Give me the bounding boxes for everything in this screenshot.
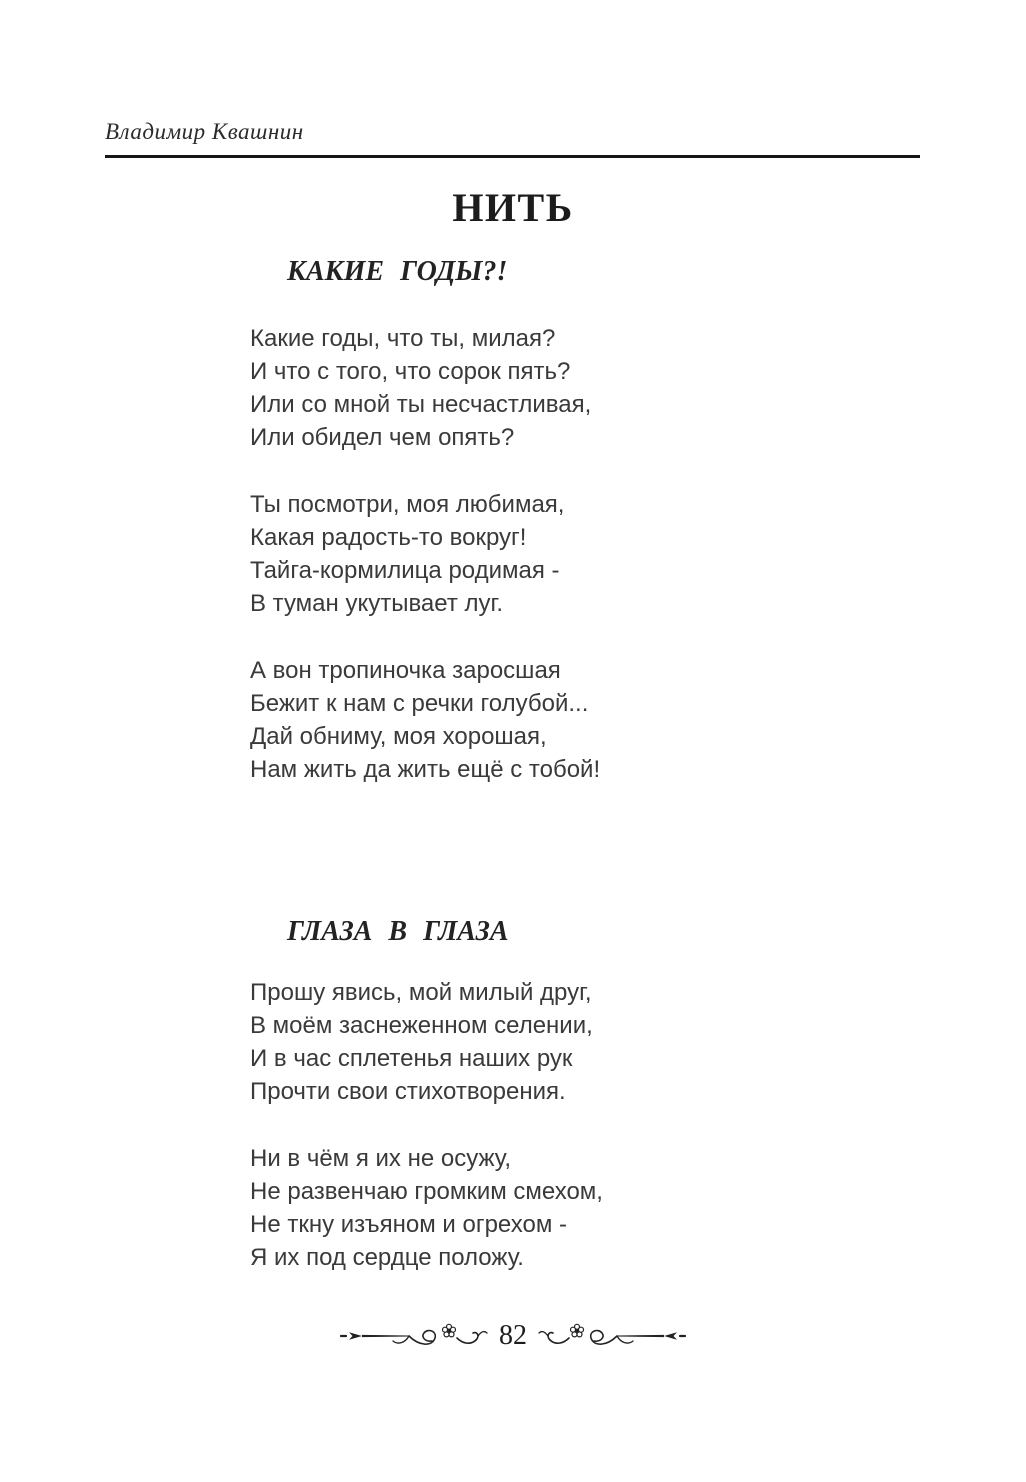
stanza — [250, 654, 600, 786]
poem-title-glaza-v-glaza: ГЛАЗА В ГЛАЗА — [287, 916, 509, 947]
poem-line: Или обидел чем опять? — [250, 424, 515, 451]
poem-line: В моём заснеженном селении, — [250, 1012, 593, 1039]
poem-line: Или со мной ты несчастливая, — [250, 391, 592, 418]
poem-line: Не ткну изъяном и огрехом - — [250, 1211, 567, 1238]
poem-line: Я их под сердце положу. — [250, 1244, 524, 1271]
flourish-ornament-right-icon — [537, 1316, 687, 1356]
poem-line: И в час сплетенья наших рук — [250, 1045, 573, 1072]
stanza — [250, 322, 591, 454]
poem-line: Бежит к нам с речки голубой... — [250, 690, 589, 717]
author-name: Владимир Квашнин — [105, 119, 304, 144]
poem-line: Какие годы, что ты, милая? — [250, 325, 556, 352]
page-number: 82 — [499, 1320, 527, 1351]
poem-line: А вон тропиночка заросшая — [250, 657, 561, 684]
flourish-ornament-left-icon — [339, 1316, 489, 1356]
poem-line: И что с того, что сорок пять? — [250, 358, 571, 385]
poem-line: В туман укутывает луг. — [250, 590, 503, 617]
poem-line: Дай обниму, моя хорошая, — [250, 723, 547, 750]
page-footer — [0, 1316, 1026, 1356]
poem-line: Ты посмотри, моя любимая, — [250, 491, 565, 518]
poem-line: Тайга-кормилица родимая - — [250, 557, 560, 584]
poem-line: Не развенчаю громким смехом, — [250, 1178, 603, 1205]
poem-line: Нам жить да жить ещё с тобой! — [250, 756, 601, 783]
poem-title-kakie-gody: КАКИЕ ГОДЫ?! — [287, 256, 508, 287]
poem-line: Прошу явись, мой милый друг, — [250, 979, 592, 1006]
poem-line: Прочти свои стихотворения. — [250, 1078, 566, 1105]
poem-line: Ни в чём я их не осужу, — [250, 1145, 512, 1172]
stanza — [250, 976, 593, 1108]
page-title: НИТЬ — [452, 185, 574, 230]
header-rule — [105, 155, 920, 158]
stanza — [250, 1142, 603, 1274]
poem-line: Какая радость-то вокруг! — [250, 524, 527, 551]
stanza — [250, 488, 564, 620]
